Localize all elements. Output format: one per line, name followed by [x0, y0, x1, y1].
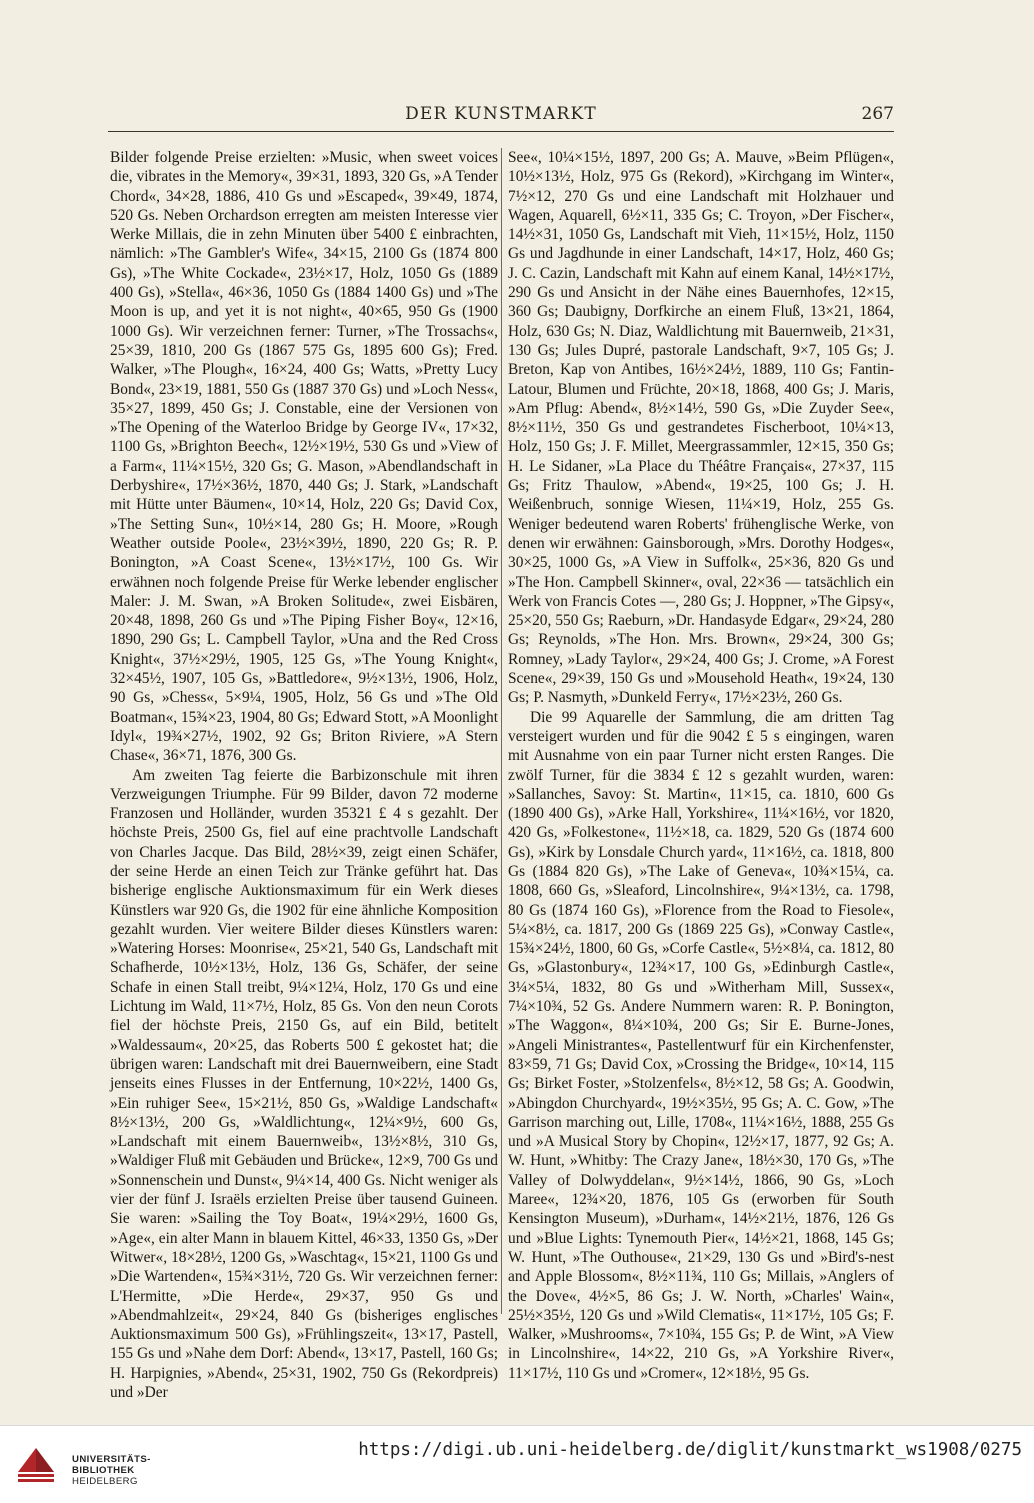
right-column: [508, 148, 894, 1382]
page-number: 267: [861, 104, 894, 124]
library-name-line: UNIVERSITÄTS-: [72, 1454, 151, 1465]
library-name: [72, 1454, 151, 1487]
running-head: [108, 104, 894, 136]
left-column: [110, 148, 498, 1401]
library-name-line: HEIDELBERG: [72, 1476, 138, 1487]
university-library-logo[interactable]: [10, 1436, 160, 1492]
university-seal-icon: [14, 1442, 58, 1486]
paragraph: Bilder folgende Preise erzielten: »Music, when sweet voices die, vibrates in the Memory«, 39×31, 1893, 320 Gs, »A Tender Chord«, 34×28, 1886, 410 Gs und »Escaped«, 39×49, 1874, 520 Gs. Neben Orchardson erregten am meisten Interesse vier Werke Millais, die in zehn Minuten über 5400 £ einbrachten, nämlich: »The Gambler's Wife«, 34×15, 2100 Gs (1874 800 Gs), »The White Cockade«, 23½×17, Holz, 1050 Gs (1889 400 Gs), »Stella«, 46×36, 1050 Gs (1884 1400 Gs) und »The Moon is up, and yet it is not night«, 40×65, 950 Gs (1900 1000 Gs). Wir verzeichnen ferner: Turner, »The Trossachs«, 25×39, 1810, 200 Gs (1867 575 Gs, 1895 600 Gs); Fred. Walker, »The Plough«, 16×24, 400 Gs; Watts, »Pretty Lucy Bond«, 23×19, 1881, 550 Gs (1887 370 Gs) und »Loch Ness«, 35×27, 1899, 450 Gs; J. Constable, eine der Versionen von »The Opening of the Waterloo Bridge by George IV«, 17×32, 1100 Gs, »Brighton Beech«, 12½×19½, 530 Gs und »View of a Farm«, 11¼×15½, 320 Gs; G. Mason, »Abendlandschaft in Derbyshire«, 17½×36½, 1870, 440 Gs; J. Stark, »Landschaft mit Hütte unter Bäumen«, 10×14, Holz, 220 Gs; David Cox, »The Setting Sun«, 10½×14, 280 Gs; H. Moore, »Rough Weather outside Poole«, 23½×39½, 1890, 220 Gs; R. P. Bonington, »A Coast Scene«, 13½×17½, 100 Gs. Wir erwähnen noch folgende Preise für Werke lebender englischer Maler: J. M. Swan, »A Broken Solitude«, zwei Eisbären, 20×48, 1898, 260 Gs und »The Piping Fisher Boy«, 12×16, 1890, 290 Gs; L. Campbell Taylor, »Una and the Red Cross Knight«, 37½×29½, 1905, 125 Gs, »The Young Knight«, 32×45½, 1907, 105 Gs, »Battledore«, 9½×13½, 1906, Holz, 90 Gs, »Chess«, 5×9¼, 1905, Holz, 56 Gs und »The Old Boatman«, 15¾×23, 1904, 80 Gs; Edward Stott, »A Moonlight Idyl«, 19¾×27½, 1902, 92 Gs; Briton Riviere, »A Stern Chase«, 36×71, 1876, 300 Gs.: [110, 149, 498, 765]
viewer-footer: [0, 1425, 1034, 1503]
column-divider: [501, 148, 502, 1314]
header-rule: [108, 131, 894, 132]
library-name-line: BIBLIOTHEK: [72, 1465, 135, 1476]
paragraph: Am zweiten Tag feierte die Barbizonschule mit ihren Verzweigungen Triumphe. Für 99 Bilder, davon 72 moderne Franzosen und Holländer, wurden 35321 £ 4 s gezahlt. Der höchste Preis, 2500 Gs, fiel auf eine prachtvolle Landschaft von Charles Jacque. Das Bild, 28½×39, zeigt einen Schäfer, der seine Herde an einen Teich zur Tränke geführt hat. Das bisherige englische Auktionsmaximum für ein Werk dieses Künstlers war 920 Gs, die 1902 für eine ähnliche Komposition gezahlt wurden. Vier weitere Bilder dieses Künstlers waren: »Watering Horses: Moonrise«, 25×21, 540 Gs, Landschaft mit Schafherde, 10½×13½, Holz, 136 Gs, Schäfer, der seine Schafe in einen Stall treibt, 9¼×12¼, Holz, 170 Gs und eine Lichtung im Wald, 11×7½, Holz, 85 Gs. Von den neun Corots fiel der höchste Preis, 2150 Gs, auf ein Bild, betitelt »Waldessaum«, 20×25, das Roberts 500 £ gekostet hat; die übrigen waren: Landschaft mit drei Bauernweibern, eine Stadt jenseits eines Flusses in der Entfernung, 10×22½, 1400 Gs, »Ein ruhiger See«, 15×21½, 850 Gs, »Waldige Landschaft« 8½×13½, 200 Gs, »Waldlichtung«, 12¼×9½, 600 Gs, »Landschaft mit einem Bauernweib«, 13½×8½, 310 Gs, »Waldiger Fluß mit Gebäuden und Brücke«, 12×9, 700 Gs und »Sonnenschein und Dunst«, 9¼×14, 400 Gs. Nicht weniger als vier der fünf J. Israëls erzielten Preise über tausend Guineen. Sie waren: »Sailing the Toy Boat«, 19¼×29½, 1600 Gs, »Age«, ein alter Mann in blauem Kittel, 46×33, 1350 Gs, »Der Witwer«, 18×28½, 1200 Gs, »Waschtag«, 15×21, 1100 Gs und »Die Wartenden«, 15¾×31½, 720 Gs. Wir verzeichnen ferner: L'Hermitte, »Die Herde«, 29×37, 950 Gs und »Abendmahlzeit«, 29×24, 840 Gs (bisheriges englisches Auktionsmaximum 500 Gs), »Frühlingszeit«, 13×17, Pastell, 155 Gs und »Nahe dem Dorf: Abend«, 13×17, Pastell, 160 Gs; H. Harpignies, »Abend«, 25×31, 1902, 750 Gs (Rekordpreis) und »Der: [110, 766, 498, 1401]
permalink-url[interactable]: https://digi.ub.uni-heidelberg.de/diglit/kunstmarkt_ws1908/0275: [358, 1440, 1022, 1460]
paragraph: Die 99 Aquarelle der Sammlung, die am dritten Tag versteigert wurden und für die 9042 £ 5 s eingingen, waren mit Ausnahme von ein paar Turner nicht ersten Ranges. Die zwölf Turner, für die 3834 £ 12 s gezahlt wurden, waren: »Sallanches, Savoy: St. Martin«, 11×15, ca. 1810, 600 Gs (1890 400 Gs), »Arke Hall, Yorkshire«, 11¼×16½, vor 1820, 420 Gs, »Folkestone«, 11½×18, ca. 1829, 520 Gs (1874 600 Gs), »Kirk by Lonsdale Church yard«, 11×16½, ca. 1818, 800 Gs (1884 820 Gs), »The Lake of Geneva«, 10¾×15¼, ca. 1808, 660 Gs, »Sleaford, Lincolnshire«, 9¼×13½, ca. 1798, 80 Gs (1874 160 Gs), »Florence from the Road to Fiesole«, 5¼×8½, ca. 1817, 200 Gs (1869 225 Gs), »Conway Castle«, 15¾×24½, 1800, 60 Gs, »Corfe Castle«, 5½×8¼, ca. 1812, 80 Gs, »Glastonbury«, 12¾×17, 100 Gs, »Edinburgh Castle«, 3¼×5¼, 1832, 80 Gs und »Witherham Mill, Sussex«, 7¼×10¾, 52 Gs. Andere Nummern waren: R. P. Bonington, »The Waggon«, 8¼×10¾, 200 Gs; Sir E. Burne-Jones, »Angeli Ministrantes«, Pastellentwurf für ein Kirchenfenster, 83×59, 71 Gs; David Cox, »Crossing the Bridge«, 10×14, 115 Gs; Birket Foster, »Stolzenfels«, 8½×12, 58 Gs; A. Goodwin, »Abingdon Churchyard«, 19½×35½, 95 Gs; A. C. Gow, »The Garrison marching out, Lille, 1708«, 11¼×16½, 1888, 255 Gs und »A Musical Story by Chopin«, 12½×17, 1877, 92 Gs; A. W. Hunt, »Whitby: The Crazy Jane«, 18½×30, 170 Gs, »The Valley of Dolwyddelan«, 9½×14½, 1866, 90 Gs, »Loch Maree«, 12¾×20, 1876, 105 Gs (erworben für South Kensington Museum), »Durham«, 14½×21½, 1876, 126 Gs und »Blue Lights: Tynemouth Pier«, 14½×21, 1868, 145 Gs; W. Hunt, »The Outhouse«, 21×29, 130 Gs und »Bird's-nest and Apple Blossom«, 8½×11¾, 110 Gs; Millais, »Anglers of the Dove«, 4½×5, 86 Gs; J. W. North, »Charles' Wain«, 25½×35½, 120 Gs und »Wild Clematis«, 11×17½, 105 Gs; F. Walker, »Mushrooms«, 7×10¾, 155 Gs; P. de Wint, »A View in Lincolnshire«, 14×22, 210 Gs, »A Yorkshire River«, 11×17½, 110 Gs und »Cromer«, 12×18½, 95 Gs.: [508, 708, 894, 1382]
paragraph: See«, 10¼×15½, 1897, 200 Gs; A. Mauve, »Beim Pflügen«, 10½×13½, Holz, 975 Gs (Rekord), »Kirchgang im Winter«, 7½×12, 270 Gs und eine Landschaft mit Holzhauer und Wagen, Aquarell, 6½×11, 335 Gs; C. Troyon, »Der Fischer«, 14½×31, 1050 Gs, Landschaft mit Vieh, 11×15½, Holz, 1150 Gs und Jagdhunde in einer Landschaft, 14×17, Holz, 460 Gs; J. C. Cazin, Landschaft mit Kahn auf einem Kanal, 14½×17½, 290 Gs und Ansicht in der Nähe eines Bauernhofes, 12×15, 360 Gs; Daubigny, Dorfkirche an einem Fluß, 13×21, 1864, Holz, 630 Gs; N. Diaz, Waldlichtung mit Bauernweib, 21×31, 130 Gs; Jules Dupré, pastorale Landschaft, 9×7, 105 Gs; J. Breton, Kap von Antibes, 16½×24½, 1889, 110 Gs; Fantin-Latour, Blumen und Früchte, 20×18, 1868, 400 Gs; J. Maris, »Am Pflug: Abend«, 8½×14½, 590 Gs, »Die Zuyder See«, 8½×11½, 350 Gs und gestrandetes Fischerboot, 10¼×13, Holz, 150 Gs; J. F. Millet, Meergrassammler, 12×15, 350 Gs; H. Le Sidaner, »La Place du Théâtre Français«, 27×37, 115 Gs; Fritz Thaulow, »Abend«, 19×25, 100 Gs; J. H. Weißenbruch, sonnige Wiesen, 11¼×19, Holz, 255 Gs. Weniger bedeutend waren Roberts' frühenglische Werke, von denen wir erwähnen: Gainsborough, »Mrs. Dorothy Hodges«, 30×25, 1000 Gs, »A View in Suffolk«, 25×36, 820 Gs und »The Hon. Campbell Skinner«, oval, 22×36 — tatsächlich ein Werk von Francis Cotes —, 280 Gs; J. Hoppner, »The Gipsy«, 25×20, 550 Gs; Raeburn, »Dr. Handasyde Edgar«, 29×24, 280 Gs; Reynolds, »The Hon. Mrs. Brown«, 29×24, 300 Gs; Romney, »Lady Taylor«, 29×24, 400 Gs; J. Crome, »A Forest Scene«, 29×39, 150 Gs und »Mousehold Heath«, 19×24, 130 Gs; P. Nasmyth, »Dunkeld Ferry«, 17½×23½, 260 Gs.: [508, 149, 894, 707]
page-title: DER KUNSTMARKT: [405, 104, 597, 124]
